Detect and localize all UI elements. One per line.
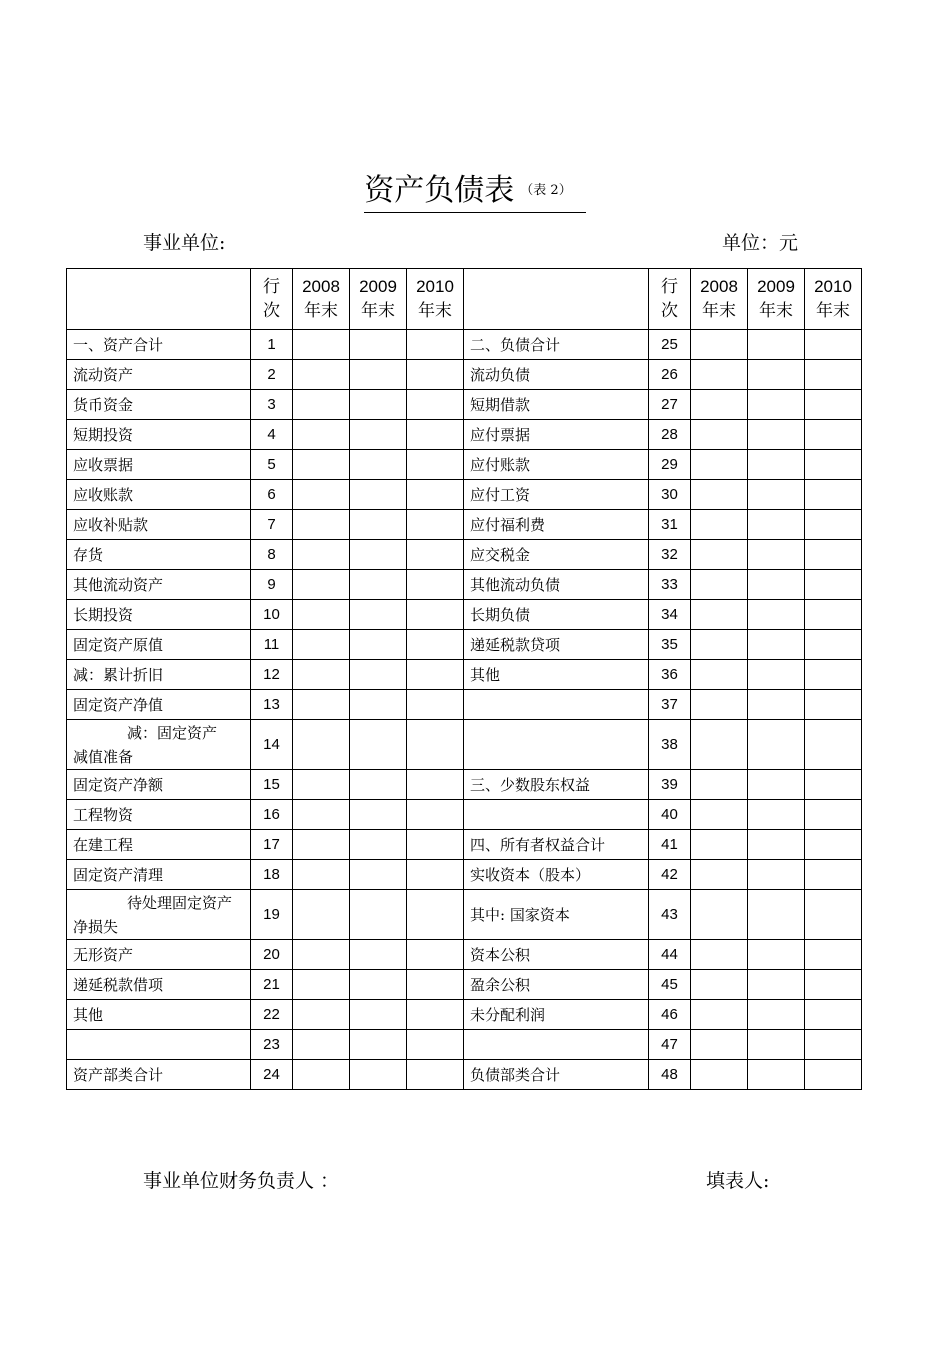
asset-item-cell: 流动资产 (67, 360, 251, 390)
header-liabilities-item (464, 269, 649, 330)
asset-row-number: 13 (251, 690, 293, 720)
asset-2010-value (407, 420, 464, 450)
liability-2010-value (805, 970, 862, 1000)
asset-row-number: 20 (251, 940, 293, 970)
liability-2010-value (805, 770, 862, 800)
liability-2009-value (748, 1000, 805, 1030)
unit-label: 单位：元 (722, 232, 799, 254)
asset-2008-value (293, 600, 350, 630)
liability-row-number: 47 (649, 1030, 691, 1060)
liability-2009-value (748, 800, 805, 830)
asset-item-cell: 应收账款 (67, 480, 251, 510)
liability-row-number: 36 (649, 660, 691, 690)
liability-row-number: 37 (649, 690, 691, 720)
liability-2008-value (691, 540, 748, 570)
asset-2008-value (293, 720, 350, 770)
asset-2010-value (407, 360, 464, 390)
asset-2010-value (407, 630, 464, 660)
table-row (67, 420, 862, 450)
asset-2008-value (293, 660, 350, 690)
asset-2008-value (293, 940, 350, 970)
asset-2009-value (350, 510, 407, 540)
asset-2009-value (350, 860, 407, 890)
table-row (67, 330, 862, 360)
liability-item-cell: 递延税款贷项 (464, 630, 649, 660)
table-row (67, 1060, 862, 1090)
header-2008: 2008 年末 (691, 269, 748, 330)
liability-2008-value (691, 770, 748, 800)
liability-row-number: 38 (649, 720, 691, 770)
liability-2010-value (805, 600, 862, 630)
liability-2010-value (805, 660, 862, 690)
header-2010: 2010 年末 (805, 269, 862, 330)
liability-2009-value (748, 660, 805, 690)
asset-row-number: 23 (251, 1030, 293, 1060)
liability-2008-value (691, 510, 748, 540)
asset-2008-value (293, 450, 350, 480)
liability-2008-value (691, 660, 748, 690)
liability-item-cell: 短期借款 (464, 390, 649, 420)
liability-2009-value (748, 480, 805, 510)
asset-2009-value (350, 480, 407, 510)
liability-row-number: 25 (649, 330, 691, 360)
liability-2009-value (748, 690, 805, 720)
asset-2010-value (407, 830, 464, 860)
liability-2009-value (748, 450, 805, 480)
liability-row-number: 30 (649, 480, 691, 510)
liability-2008-value (691, 1000, 748, 1030)
liability-item-cell: 其中: 国家资本 (464, 890, 649, 940)
table-row (67, 800, 862, 830)
liability-2010-value (805, 630, 862, 660)
asset-2009-value (350, 800, 407, 830)
liability-2010-value (805, 1060, 862, 1090)
page-title: 资产负债表 $^{(表 2)}$ (364, 172, 585, 213)
liability-2009-value (748, 970, 805, 1000)
liability-item-cell: 负债部类合计 (464, 1060, 649, 1090)
asset-item-label: 减：固定资产 (127, 723, 218, 742)
table-row (67, 480, 862, 510)
header-row-number: 行 次 (251, 269, 293, 330)
liability-item-cell: 实收资本（股本） (464, 860, 649, 890)
liability-2008-value (691, 360, 748, 390)
liability-item-cell: 流动负债 (464, 360, 649, 390)
asset-2009-value (350, 770, 407, 800)
liability-row-number: 35 (649, 630, 691, 660)
organization-label: 事业单位: (143, 232, 226, 254)
liability-item-cell: 四、所有者权益合计 (464, 830, 649, 860)
asset-2010-value (407, 940, 464, 970)
liability-row-number: 29 (649, 450, 691, 480)
asset-item-label-continued: 减值准备 (73, 747, 134, 766)
asset-2010-value (407, 860, 464, 890)
liability-2008-value (691, 1030, 748, 1060)
asset-2010-value (407, 970, 464, 1000)
asset-2009-value (350, 720, 407, 770)
header-2008: 2008 年末 (293, 269, 350, 330)
asset-2009-value (350, 540, 407, 570)
asset-item-label-continued: 净损失 (73, 917, 119, 936)
liability-item-cell: 应付工资 (464, 480, 649, 510)
asset-2009-value (350, 940, 407, 970)
liability-2009-value (748, 600, 805, 630)
asset-2010-value (407, 720, 464, 770)
liability-2008-value (691, 630, 748, 660)
asset-2009-value (350, 1000, 407, 1030)
asset-2008-value (293, 630, 350, 660)
liability-2008-value (691, 860, 748, 890)
asset-2010-value (407, 770, 464, 800)
liability-row-number: 42 (649, 860, 691, 890)
asset-2009-value (350, 600, 407, 630)
asset-2008-value (293, 970, 350, 1000)
asset-item-cell: 减：累计折旧 (67, 660, 251, 690)
finance-head-label: 事业单位财务负责人 ： (143, 1170, 340, 1192)
asset-item-cell: 应收票据 (67, 450, 251, 480)
table-row (67, 720, 862, 770)
liability-2008-value (691, 830, 748, 860)
asset-row-number: 2 (251, 360, 293, 390)
liability-2009-value (748, 360, 805, 390)
liability-item-cell: 未分配利润 (464, 1000, 649, 1030)
liability-row-number: 32 (649, 540, 691, 570)
asset-2009-value (350, 390, 407, 420)
table-row (67, 360, 862, 390)
header-row-number: 行 次 (649, 269, 691, 330)
table-row (67, 600, 862, 630)
liability-row-number: 27 (649, 390, 691, 420)
liability-2008-value (691, 480, 748, 510)
liability-2010-value (805, 420, 862, 450)
balance-sheet-table (66, 268, 862, 1090)
asset-row-number: 10 (251, 600, 293, 630)
asset-2010-value (407, 570, 464, 600)
asset-item-cell: 短期投资 (67, 420, 251, 450)
liability-2009-value (748, 540, 805, 570)
liability-2009-value (748, 940, 805, 970)
asset-2010-value (407, 890, 464, 940)
asset-2008-value (293, 1000, 350, 1030)
asset-item-cell (67, 890, 251, 940)
liability-item-cell: 应付福利费 (464, 510, 649, 540)
liability-row-number: 43 (649, 890, 691, 940)
liability-2009-value (748, 420, 805, 450)
asset-2009-value (350, 970, 407, 1000)
asset-2010-value (407, 390, 464, 420)
liability-2010-value (805, 860, 862, 890)
asset-2008-value (293, 480, 350, 510)
asset-item-cell: 一、资产合计 (67, 330, 251, 360)
table-row (67, 660, 862, 690)
asset-item-cell: 固定资产原值 (67, 630, 251, 660)
asset-row-number: 19 (251, 890, 293, 940)
asset-row-number: 8 (251, 540, 293, 570)
asset-2008-value (293, 860, 350, 890)
liability-2010-value (805, 570, 862, 600)
liability-2010-value (805, 330, 862, 360)
table-row (67, 570, 862, 600)
asset-2008-value (293, 570, 350, 600)
liability-item-cell: 其他流动负债 (464, 570, 649, 600)
liability-2008-value (691, 450, 748, 480)
asset-2009-value (350, 660, 407, 690)
header-assets-item (67, 269, 251, 330)
table-row (67, 1030, 862, 1060)
asset-row-number: 7 (251, 510, 293, 540)
asset-row-number: 9 (251, 570, 293, 600)
table-row (67, 450, 862, 480)
liability-2010-value (805, 690, 862, 720)
asset-item-cell: 在建工程 (67, 830, 251, 860)
liability-item-cell: 盈余公积 (464, 970, 649, 1000)
liability-2009-value (748, 1060, 805, 1090)
header-2009: 2009 年末 (350, 269, 407, 330)
liability-item-cell: 三、少数股东权益 (464, 770, 649, 800)
asset-item-label: 待处理固定资产 (127, 893, 233, 912)
table-row (67, 510, 862, 540)
header-row (67, 269, 862, 330)
asset-row-number: 6 (251, 480, 293, 510)
liability-2008-value (691, 940, 748, 970)
asset-2009-value (350, 830, 407, 860)
liability-row-number: 26 (649, 360, 691, 390)
liability-2010-value (805, 510, 862, 540)
asset-item-cell: 固定资产净额 (67, 770, 251, 800)
asset-item-cell (67, 720, 251, 770)
liability-2008-value (691, 1060, 748, 1090)
liability-2010-value (805, 830, 862, 860)
asset-2009-value (350, 690, 407, 720)
header-2009: 2009 年末 (748, 269, 805, 330)
asset-item-cell: 其他流动资产 (67, 570, 251, 600)
asset-item-cell: 无形资产 (67, 940, 251, 970)
asset-2010-value (407, 480, 464, 510)
liability-2010-value (805, 1000, 862, 1030)
liability-row-number: 45 (649, 970, 691, 1000)
table-row (67, 540, 862, 570)
liability-row-number: 33 (649, 570, 691, 600)
liability-item-cell (464, 690, 649, 720)
asset-2008-value (293, 800, 350, 830)
asset-row-number: 21 (251, 970, 293, 1000)
asset-2010-value (407, 1030, 464, 1060)
table-row (67, 630, 862, 660)
liability-2010-value (805, 450, 862, 480)
liability-2009-value (748, 1030, 805, 1060)
table-row (67, 1000, 862, 1030)
liability-2009-value (748, 570, 805, 600)
asset-row-number: 11 (251, 630, 293, 660)
asset-2008-value (293, 360, 350, 390)
liability-2008-value (691, 890, 748, 940)
asset-2008-value (293, 390, 350, 420)
asset-2008-value (293, 770, 350, 800)
table-row (67, 890, 862, 940)
liability-2010-value (805, 480, 862, 510)
liability-row-number: 48 (649, 1060, 691, 1090)
asset-item-cell: 固定资产净值 (67, 690, 251, 720)
liability-item-cell (464, 800, 649, 830)
liability-2008-value (691, 420, 748, 450)
liability-2009-value (748, 720, 805, 770)
asset-row-number: 24 (251, 1060, 293, 1090)
asset-row-number: 22 (251, 1000, 293, 1030)
asset-2010-value (407, 660, 464, 690)
liability-2010-value (805, 720, 862, 770)
liability-row-number: 44 (649, 940, 691, 970)
liability-2010-value (805, 360, 862, 390)
asset-item-cell: 递延税款借项 (67, 970, 251, 1000)
asset-item-cell: 资产部类合计 (67, 1060, 251, 1090)
asset-2010-value (407, 800, 464, 830)
liability-row-number: 41 (649, 830, 691, 860)
asset-item-cell: 存货 (67, 540, 251, 570)
asset-2010-value (407, 690, 464, 720)
liability-2009-value (748, 330, 805, 360)
liability-row-number: 34 (649, 600, 691, 630)
table-row (67, 940, 862, 970)
table-row (67, 830, 862, 860)
asset-row-number: 4 (251, 420, 293, 450)
asset-row-number: 18 (251, 860, 293, 890)
table-row (67, 970, 862, 1000)
asset-2008-value (293, 1060, 350, 1090)
table-row (67, 860, 862, 890)
preparer-label: 填表人: (706, 1170, 770, 1192)
asset-2009-value (350, 450, 407, 480)
asset-row-number: 14 (251, 720, 293, 770)
asset-row-number: 16 (251, 800, 293, 830)
liability-item-cell: 长期负债 (464, 600, 649, 630)
asset-2010-value (407, 330, 464, 360)
liability-2010-value (805, 800, 862, 830)
liability-2010-value (805, 390, 862, 420)
asset-item-cell (67, 1030, 251, 1060)
liability-item-cell: 应付票据 (464, 420, 649, 450)
liability-2008-value (691, 800, 748, 830)
liability-2009-value (748, 890, 805, 940)
asset-item-cell: 应收补贴款 (67, 510, 251, 540)
liability-2009-value (748, 630, 805, 660)
asset-item-cell: 其他 (67, 1000, 251, 1030)
liability-item-cell (464, 720, 649, 770)
asset-2010-value (407, 540, 464, 570)
table-row (67, 390, 862, 420)
liability-row-number: 39 (649, 770, 691, 800)
liability-2010-value (805, 540, 862, 570)
liability-2008-value (691, 570, 748, 600)
liability-2010-value (805, 940, 862, 970)
table-row (67, 770, 862, 800)
asset-2009-value (350, 1060, 407, 1090)
liability-2008-value (691, 390, 748, 420)
asset-row-number: 3 (251, 390, 293, 420)
asset-2009-value (350, 330, 407, 360)
asset-row-number: 1 (251, 330, 293, 360)
asset-2010-value (407, 1060, 464, 1090)
liability-item-cell: 二、负债合计 (464, 330, 649, 360)
asset-2008-value (293, 330, 350, 360)
liability-row-number: 46 (649, 1000, 691, 1030)
liability-2009-value (748, 390, 805, 420)
asset-row-number: 17 (251, 830, 293, 860)
asset-item-cell: 工程物资 (67, 800, 251, 830)
liability-item-cell: 资本公积 (464, 940, 649, 970)
asset-2010-value (407, 450, 464, 480)
asset-2009-value (350, 630, 407, 660)
table-number: （表 2） (520, 183, 572, 198)
liability-item-cell: 其他 (464, 660, 649, 690)
table-row (67, 690, 862, 720)
asset-item-cell: 货币资金 (67, 390, 251, 420)
asset-2008-value (293, 830, 350, 860)
liability-item-cell: 应交税金 (464, 540, 649, 570)
liability-2010-value (805, 1030, 862, 1060)
asset-2010-value (407, 510, 464, 540)
liability-2009-value (748, 510, 805, 540)
liability-2009-value (748, 770, 805, 800)
asset-2010-value (407, 1000, 464, 1030)
asset-2009-value (350, 420, 407, 450)
liability-2008-value (691, 720, 748, 770)
asset-2009-value (350, 1030, 407, 1060)
liability-item-cell (464, 1030, 649, 1060)
asset-item-cell: 长期投资 (67, 600, 251, 630)
asset-item-cell: 固定资产清理 (67, 860, 251, 890)
title-block (0, 172, 950, 213)
asset-2009-value (350, 890, 407, 940)
liability-row-number: 40 (649, 800, 691, 830)
liability-row-number: 31 (649, 510, 691, 540)
asset-2008-value (293, 540, 350, 570)
asset-row-number: 15 (251, 770, 293, 800)
liability-2008-value (691, 600, 748, 630)
asset-2008-value (293, 420, 350, 450)
liability-2008-value (691, 970, 748, 1000)
asset-2008-value (293, 690, 350, 720)
asset-2009-value (350, 360, 407, 390)
asset-row-number: 12 (251, 660, 293, 690)
liability-2009-value (748, 860, 805, 890)
asset-2008-value (293, 890, 350, 940)
liability-item-cell: 应付账款 (464, 450, 649, 480)
asset-2008-value (293, 1030, 350, 1060)
asset-2009-value (350, 570, 407, 600)
liability-2008-value (691, 330, 748, 360)
liability-row-number: 28 (649, 420, 691, 450)
asset-2008-value (293, 510, 350, 540)
header-2010: 2010 年末 (407, 269, 464, 330)
liability-2009-value (748, 830, 805, 860)
liability-2008-value (691, 690, 748, 720)
asset-row-number: 5 (251, 450, 293, 480)
liability-2010-value (805, 890, 862, 940)
asset-2010-value (407, 600, 464, 630)
